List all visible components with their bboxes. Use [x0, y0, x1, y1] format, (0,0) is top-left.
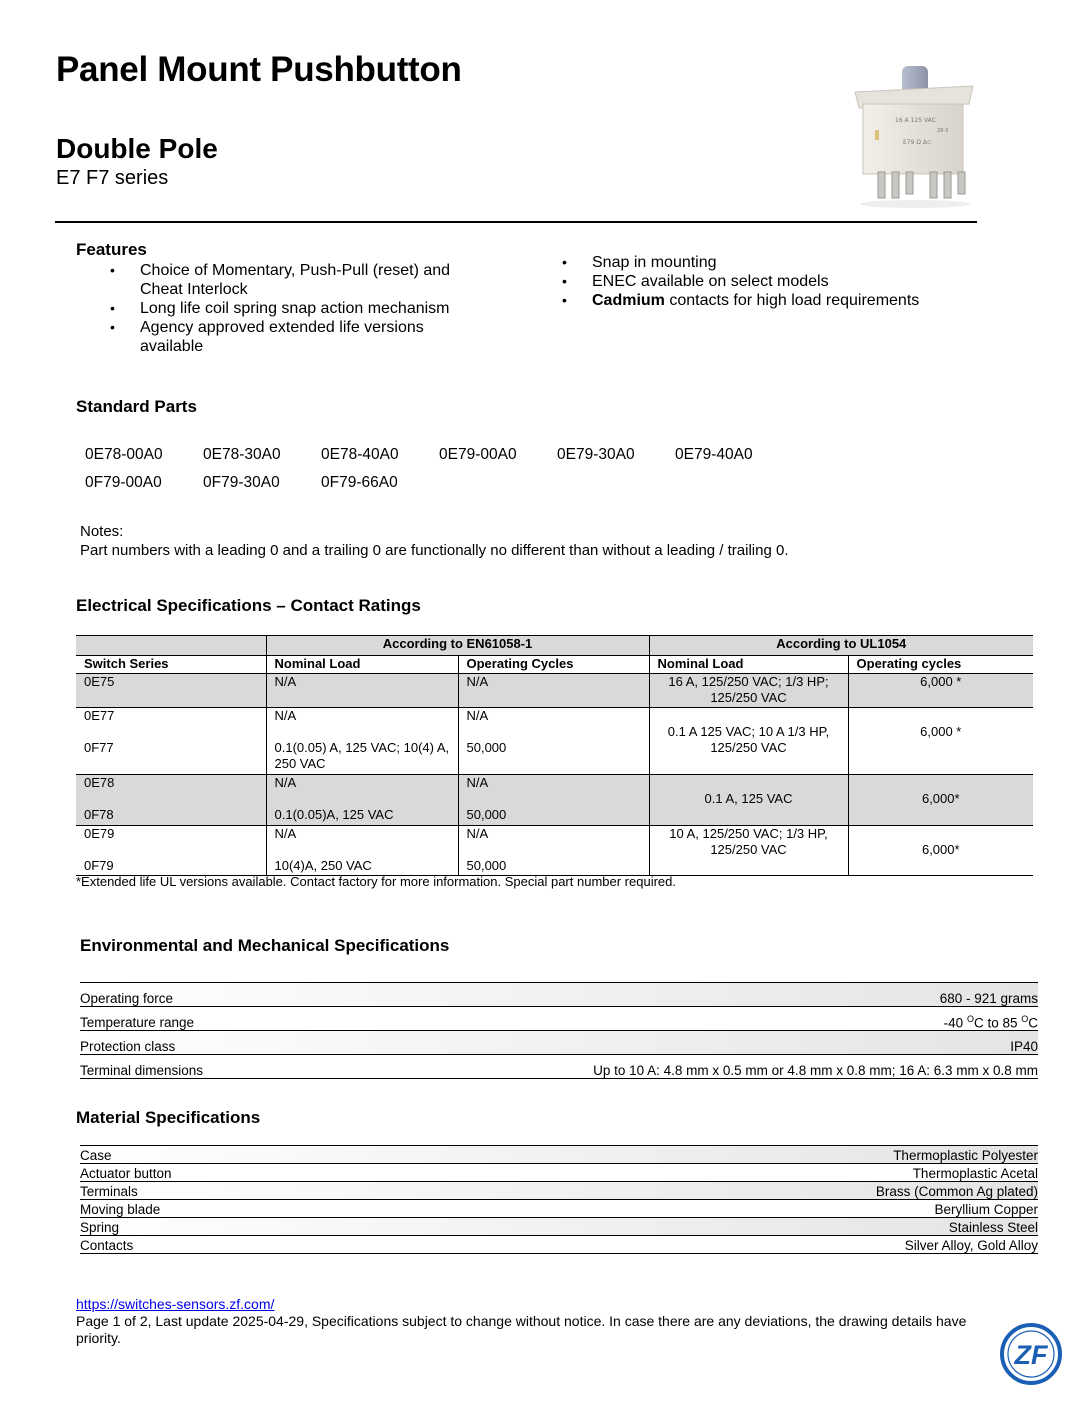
part-number: 0E78-00A0 — [85, 446, 163, 463]
table-row: 0E75 N/A N/A 16 A, 125/250 VAC; 1/3 HP; 125/250 VAC 6,000 * — [76, 674, 1033, 708]
part-number: 0F79-66A0 — [321, 474, 398, 491]
spec-row: Moving blade Beryllium Copper — [80, 1202, 1038, 1217]
spec-row: Protection class IP40 — [80, 1031, 1038, 1055]
group-header-en: According to EN61058-1 — [266, 636, 649, 656]
photo-label-1: 16 A 125 VAC — [895, 117, 936, 124]
table-footnote: *Extended life UL versions available. Contact factory for more information. Special part number required. — [76, 874, 676, 889]
feature-item: • Cadmium contacts for high load requirements — [562, 291, 982, 310]
part-number: 0E78-40A0 — [321, 446, 399, 463]
column-header: Nominal Load — [266, 656, 458, 674]
column-header: Nominal Load — [649, 656, 848, 674]
features-list-left — [110, 261, 480, 356]
column-header: Operating Cycles — [458, 656, 649, 674]
feature-item: • Long life coil spring snap action mechanism — [110, 299, 480, 318]
feature-item: • ENEC available on select models — [562, 272, 982, 291]
website-link[interactable]: https://switches-sensors.zf.com/ — [76, 1296, 275, 1312]
spec-row: Operating force 680 - 921 grams — [80, 983, 1038, 1007]
column-header: Switch Series — [76, 656, 266, 674]
header-divider — [55, 221, 977, 223]
environmental-heading: Environmental and Mechanical Specifications — [80, 936, 450, 955]
features-heading: Features — [76, 240, 147, 259]
page-title: Panel Mount Pushbutton — [56, 50, 462, 89]
footer-text: Page 1 of 2, Last update 2025-04-29, Specifications subject to change without notice. In case there are any deviations, the drawing details have priority. — [76, 1313, 967, 1346]
features-list-right — [562, 253, 982, 310]
zf-logo — [999, 1322, 1063, 1386]
material-heading: Material Specifications — [76, 1108, 261, 1127]
part-number: 0E79-40A0 — [675, 446, 753, 463]
table-row: 0E79 0F79 N/A 10(4)A, 250 VAC N/A 50,000 10 A, 125/250 VAC; 1/3 HP, 125/250 VAC 6,000* — [76, 826, 1033, 876]
series-label: E7 F7 series — [56, 167, 169, 189]
table-row: 0E78 0F78 N/A 0.1(0.05)A, 125 VAC N/A 50,000 0.1 A, 125 VAC 6,000* — [76, 775, 1033, 826]
spec-row: Actuator button Thermoplastic Acetal — [80, 1166, 1038, 1181]
spec-row: Contacts Silver Alloy, Gold Alloy — [80, 1238, 1038, 1253]
part-number: 0F79-30A0 — [203, 474, 280, 491]
contact-ratings-table — [76, 635, 1033, 876]
photo-label-3: 28-3 — [937, 128, 949, 134]
standard-parts-heading: Standard Parts — [76, 397, 197, 416]
feature-item: • Agency approved extended life versions available — [110, 318, 480, 356]
table-row: 0E77 0F77 N/A 0.1(0.05) A, 125 VAC; 10(4) A, 250 VAC N/A 50,000 0.1 A 125 VAC; 10 A 1/3 HP, 125/250 VAC 6,000 * — [76, 708, 1033, 775]
feature-item: • Snap in mounting — [562, 253, 982, 272]
feature-item: • Choice of Momentary, Push-Pull (reset) and Cheat Interlock — [110, 261, 480, 299]
environmental-table — [80, 983, 1038, 1079]
spec-row: Terminals Brass (Common Ag plated) — [80, 1184, 1038, 1199]
part-number: 0E79-30A0 — [557, 446, 635, 463]
part-number: 0E79-00A0 — [439, 446, 517, 463]
part-number: 0F79-00A0 — [85, 474, 162, 491]
notes — [80, 522, 789, 560]
material-table — [80, 1146, 1038, 1254]
spec-row: Spring Stainless Steel — [80, 1220, 1038, 1235]
photo-label-2: E79 Ω Δ⊂ — [903, 139, 932, 146]
svg-text:ZF: ZF — [1014, 1340, 1048, 1370]
pushbutton-switch-photo — [845, 60, 980, 210]
part-number: 0E78-30A0 — [203, 446, 281, 463]
spec-row: Case Thermoplastic Polyester — [80, 1148, 1038, 1163]
notes-text: Part numbers with a leading 0 and a trailing 0 are functionally no different than without a leading / trailing 0. — [80, 542, 789, 559]
spec-row: Temperature range -40 $^O$C to 85 $^O$C — [80, 1007, 1038, 1031]
column-header: Operating cycles — [848, 656, 1033, 674]
notes-label: Notes: — [80, 523, 124, 540]
standard-parts-grid — [85, 446, 793, 502]
spec-row: Terminal dimensions Up to 10 A: 4.8 mm x 0.5 mm or 4.8 mm x 0.8 mm; 16 A: 6.3 mm x 0.8 mm — [80, 1055, 1038, 1079]
page-subtitle: Double Pole — [56, 133, 218, 164]
electrical-heading: Electrical Specifications – Contact Ratings — [76, 596, 421, 615]
group-header-ul: According to UL1054 — [649, 636, 1033, 656]
